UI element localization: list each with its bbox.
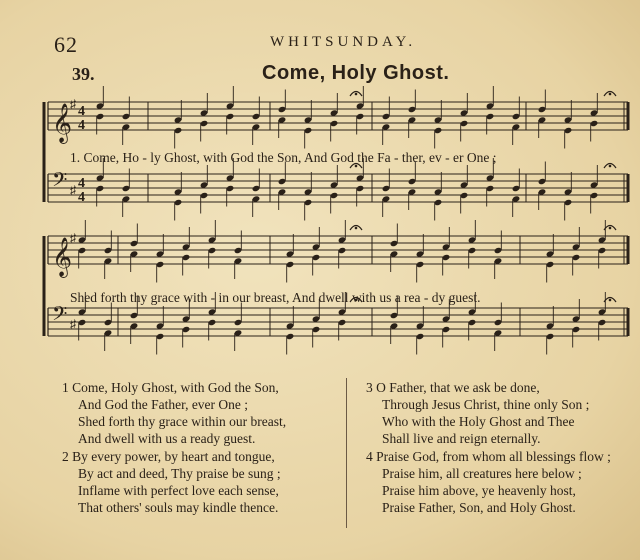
column-divider	[346, 378, 347, 528]
verse-line: 2 By every power, by heart and tongue,	[62, 449, 275, 464]
time-signature: 4	[78, 176, 85, 191]
verse-4	[366, 448, 611, 516]
time-signature: 4	[78, 104, 85, 119]
verse-line: 4 Praise God, from whom all blessings flow ;	[366, 449, 611, 464]
verse-line: Shall live and reign eternally.	[382, 431, 541, 446]
bass-clef: 𝄢	[52, 168, 68, 196]
lyric-line-system-2: Shed forth thy grace with - in our breast, And dwell with us a rea - dy guest.	[70, 290, 481, 305]
verse-line: Through Jesus Christ, thine only Son ;	[382, 397, 590, 412]
key-signature-sharp: ♯	[70, 317, 76, 331]
hymn-title: Come, Holy Ghost.	[262, 62, 450, 84]
verse-line: Shed forth thy grace within our breast,	[78, 414, 287, 429]
verse-3	[366, 379, 589, 447]
verse-line: 3 O Father, that we ask be done,	[366, 380, 540, 395]
treble-clef: 𝄞	[52, 237, 73, 277]
fermata-dot	[609, 93, 612, 96]
treble-clef: 𝄞	[52, 103, 73, 143]
key-signature-sharp: ♯	[70, 183, 76, 197]
verse-line: And God the Father, ever One ;	[78, 397, 249, 412]
verse-line: And dwell with us a ready guest.	[78, 431, 256, 446]
fermata-dot	[609, 227, 612, 230]
verse-line: Praise him, all creatures here below ;	[382, 466, 582, 481]
verse-line: 1 Come, Holy Ghost, with God the Son,	[62, 380, 279, 395]
verse-line: Praise him above, ye heavenly host,	[382, 483, 576, 498]
running-head: WHITSUNDAY.	[270, 34, 417, 50]
verse-line: Praise Father, Son, and Holy Ghost.	[382, 500, 576, 515]
verse-2	[62, 448, 281, 516]
lyric-line-system-1: 1. Come, Ho - ly Ghost, with God the Son, And God the Fa - ther, ev - er One ;	[70, 150, 497, 165]
time-signature: 4	[78, 190, 85, 205]
fermata-dot	[609, 299, 612, 302]
key-signature-sharp: ♯	[70, 231, 76, 245]
fermata-dot	[355, 93, 358, 96]
bass-clef: 𝄢	[52, 302, 68, 330]
fermata-dot	[355, 227, 358, 230]
verse-line: Who with the Holy Ghost and Thee	[382, 414, 575, 429]
key-signature-sharp: ♯	[70, 97, 76, 111]
verse-1	[62, 379, 286, 447]
verse-line: Inflame with perfect love each sense,	[78, 483, 279, 498]
verse-line: That others' souls may kindle thence.	[78, 500, 279, 515]
hymn-number: 39.	[72, 64, 95, 84]
time-signature: 4	[78, 118, 85, 133]
verse-line: By act and deed, Thy praise be sung ;	[78, 466, 281, 481]
page-number: 62	[54, 32, 78, 57]
fermata-dot	[609, 165, 612, 168]
